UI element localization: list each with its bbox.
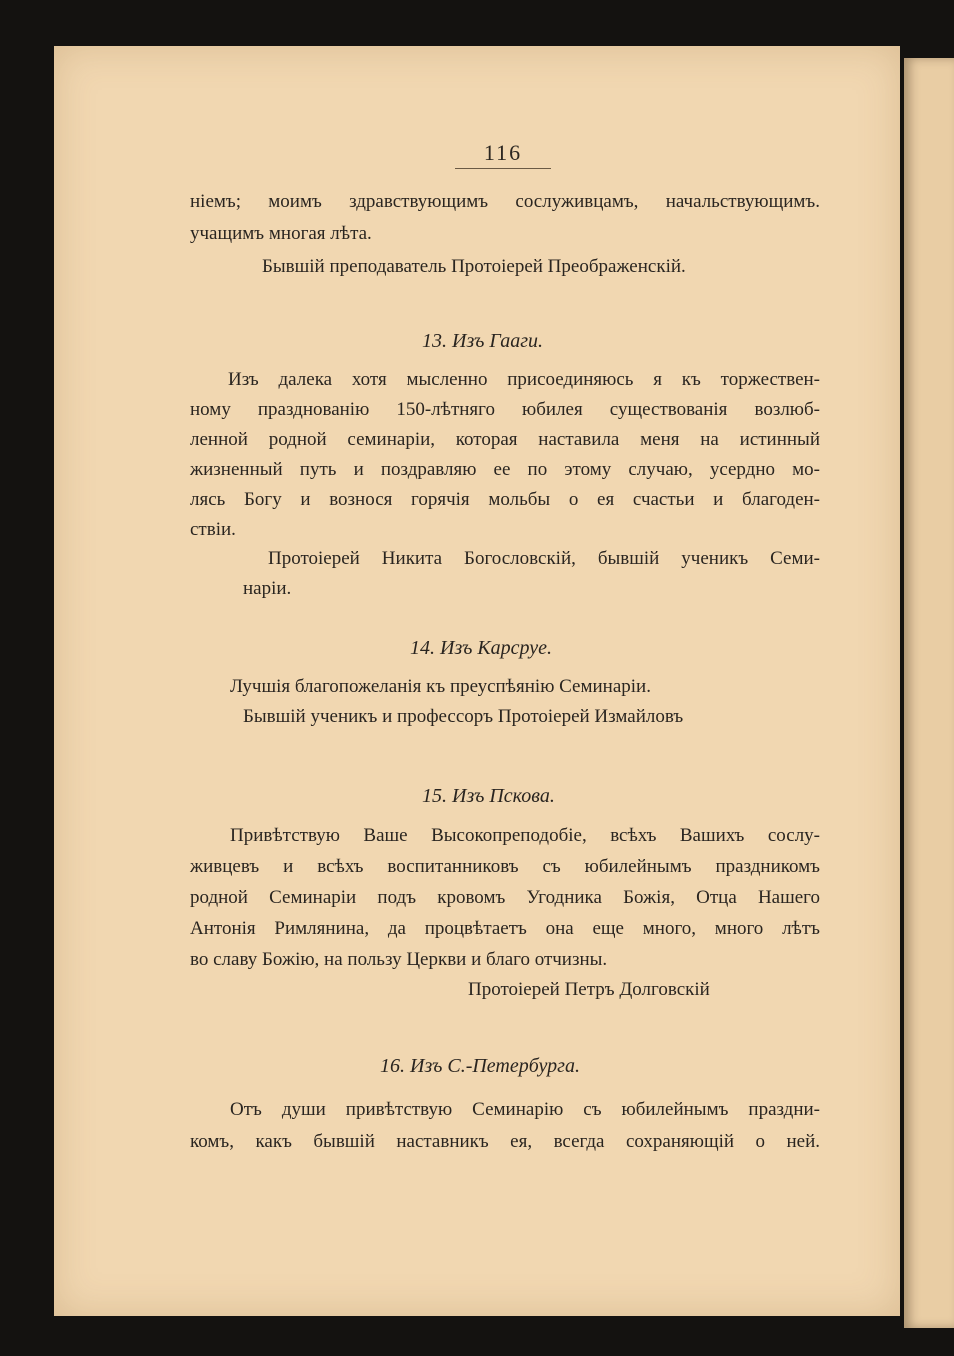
signature-line: Протоіерей Никита Богословскій, бывшій ученикъ Семи- bbox=[268, 548, 820, 569]
section-heading-14: 14. Изъ Карсруе. bbox=[410, 637, 553, 659]
text-line: ніемъ; моимъ здравствующимъ сослуживцамъ, начальствующимъ. bbox=[190, 191, 820, 212]
text-line: ному празднованію 150-лѣтняго юбилея существованія возлюб- bbox=[190, 399, 820, 420]
next-page-edge bbox=[904, 58, 954, 1328]
text-line: лясь Богу и вознося горячія мольбы о ея счастьи и благоден- bbox=[190, 489, 820, 510]
text-line: Изъ далека хотя мысленно присоединяюсь я къ торжествен- bbox=[228, 369, 820, 390]
text-line: живцевъ и всѣхъ воспитанниковъ съ юбилейнымъ праздникомъ bbox=[190, 856, 820, 877]
section-heading-15: 15. Изъ Пскова. bbox=[422, 785, 555, 807]
signature-line: наріи. bbox=[243, 578, 292, 599]
text-line: ствіи. bbox=[190, 519, 236, 540]
text-line: родной Семинаріи подъ кровомъ Угодника Божія, Отца Нашего bbox=[190, 887, 820, 908]
section-heading-13: 13. Изъ Гааги. bbox=[422, 330, 544, 352]
signature-line: Бывшій преподаватель Протоіерей Преображенскій. bbox=[262, 256, 686, 277]
text-line: ленной родной семинаріи, которая наставила меня на истинный bbox=[190, 429, 820, 450]
text-line: Лучшія благопожеланія къ преуспѣянію Семинаріи. bbox=[230, 676, 651, 697]
section-heading-16: 16. Изъ С.-Петербурга. bbox=[380, 1055, 580, 1077]
text-line: учащимъ многая лѣта. bbox=[190, 223, 372, 244]
text-line: жизненный путь и поздравляю ее по этому случаю, усердно мо- bbox=[190, 459, 820, 480]
text-line: Отъ души привѣтствую Семинарію съ юбилейнымъ праздни- bbox=[230, 1099, 820, 1120]
signature-line: Протоіерей Петръ Долговскій bbox=[468, 979, 710, 1000]
text-line: Антонія Римлянина, да процвѣтаетъ она еще много, много лѣтъ bbox=[190, 918, 820, 939]
page-number: 116 bbox=[455, 140, 551, 169]
text-line: во славу Божію, на пользу Церкви и благо отчизны. bbox=[190, 949, 608, 970]
text-line: комъ, какъ бывшій наставникъ ея, всегда сохраняющій о ней. bbox=[190, 1131, 820, 1152]
signature-line: Бывшій ученикъ и профессоръ Протоіерей Измайловъ bbox=[243, 706, 684, 727]
text-line: Привѣтствую Ваше Высокопреподобіе, всѣхъ Вашихъ сослу- bbox=[230, 825, 820, 846]
